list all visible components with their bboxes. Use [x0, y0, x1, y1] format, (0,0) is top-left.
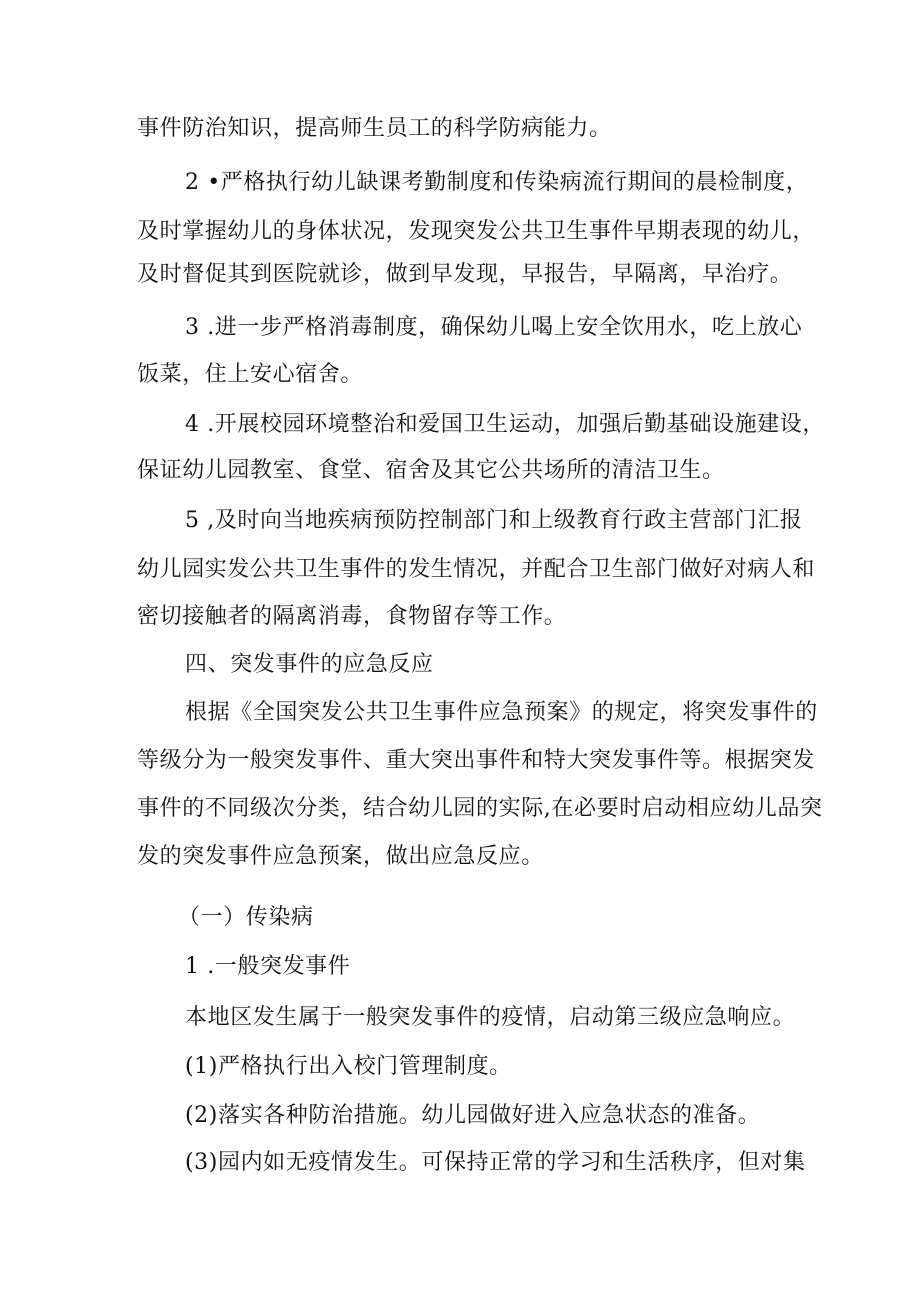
- text-line: 4 .开展校园环境整治和爱国卫生运动，加强后勤基础设施建设，: [185, 412, 825, 437]
- text-line: 2 •严格执行幼儿缺课考勤制度和传染病流行期间的晨检制度，: [185, 170, 809, 195]
- text-line: 幼儿园实发公共卫生事件的发生情况，并配合卫生部门做好对病人和: [137, 557, 816, 582]
- list-item: (2)落实各种防治措施。幼儿园做好进入应急状态的准备。: [185, 1103, 761, 1128]
- item-heading: 1 .一般突发事件: [185, 954, 351, 979]
- text-line: 事件防治知识，提高师生员工的科学防病能力。: [137, 116, 612, 141]
- text-line: 根据《全国突发公共卫生事件应急预案》的规定，将突发事件的: [185, 700, 818, 725]
- text-line: 及时督促其到医院就诊，做到早发现，早报告，早隔离，早治疗。: [137, 262, 793, 287]
- text-line: 及时掌握幼儿的身体状况，发现突发公共卫生事件早期表现的幼儿，: [137, 219, 816, 244]
- section-heading: 四、突发事件的应急反应: [185, 652, 434, 677]
- text-line: 密切接触者的隔离消毒，食物留存等工作。: [137, 604, 567, 629]
- text-line: 事件的不同级次分类，结合幼儿园的实际,在必要时启动相应幼儿品突: [137, 796, 823, 821]
- text-line: 饭菜，住上安心宿舍。: [137, 362, 364, 387]
- text-line: 保证幼儿园教室、食堂、宿舍及其它公共场所的清洁卫生。: [137, 458, 725, 483]
- list-item: (1)严格执行出入校门管理制度。: [185, 1054, 512, 1079]
- list-item: (3)园内如无疫情发生。可保持正常的学习和生活秩序，但对集: [185, 1150, 806, 1175]
- text-line: 等级分为一般突发事件、重大突出事件和特大突发事件等。根据突发: [137, 748, 816, 773]
- text-line: 5 ,及时向当地疾病预防控制部门和上级教育行政主营部门汇报: [185, 508, 803, 533]
- text-line: 3 .进一步严格消毒制度，确保幼儿喝上安全饮用水，吃上放心: [185, 315, 803, 340]
- text-line: 发的突发事件应急预案，做出应急反应。: [137, 844, 544, 869]
- text-line: 本地区发生属于一般突发事件的疫情，启动第三级应急响应。: [185, 1005, 796, 1030]
- subsection-heading: （一）传染病: [178, 905, 314, 930]
